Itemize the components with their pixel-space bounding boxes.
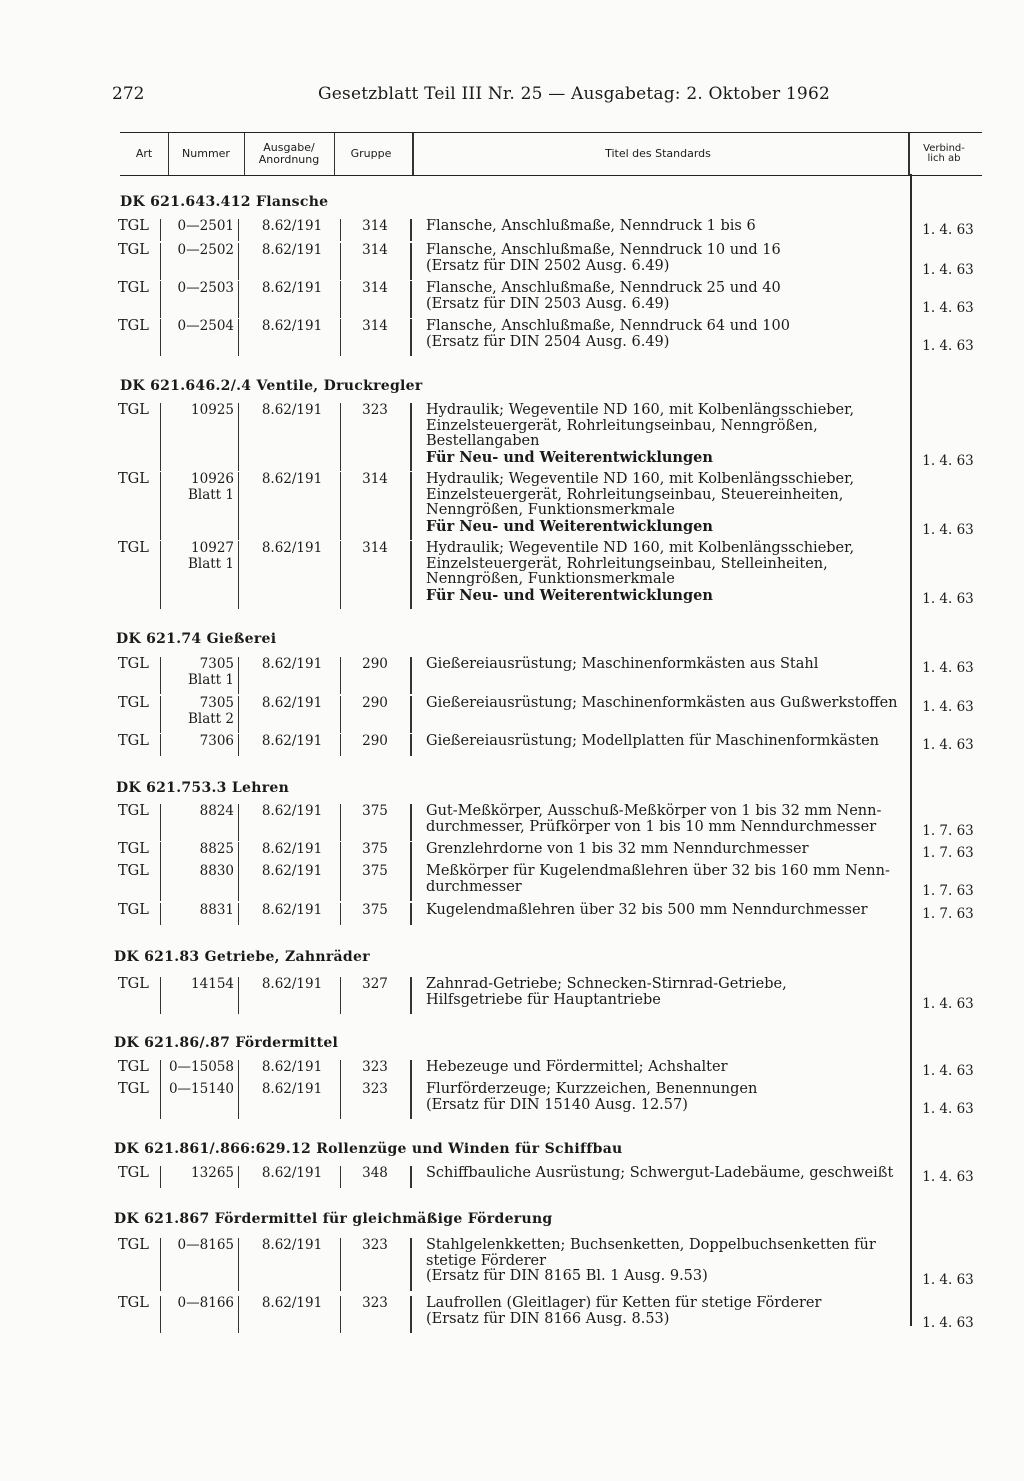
row-column-rule <box>160 243 161 280</box>
titel-line: Hydraulik; Wegeventile ND 160, mit Kolbenlängsschieber, <box>426 540 855 556</box>
cell-titel <box>426 1296 906 1327</box>
cell-gruppe: 290 <box>362 656 388 672</box>
row-column-rule <box>160 734 161 756</box>
cell-art: TGL <box>118 863 149 879</box>
cell-titel <box>426 403 906 465</box>
row-column-rule <box>410 903 412 925</box>
row-column-rule <box>160 1166 161 1188</box>
row-column-rule <box>238 219 239 241</box>
titel-line: (Ersatz für DIN 2503 Ausg. 6.49) <box>426 295 670 312</box>
column-header-gruppe: Gruppe <box>350 147 392 160</box>
cell-gruppe: 375 <box>362 863 388 879</box>
cell-nummer <box>164 472 234 503</box>
cell-gruppe: 348 <box>362 1165 388 1181</box>
row-column-rule <box>340 1060 341 1082</box>
cell-nummer <box>164 1166 234 1182</box>
nummer-line: 0—2503 <box>177 280 234 296</box>
row-column-rule <box>238 541 239 609</box>
page-header <box>112 84 982 110</box>
row-column-rule <box>410 219 412 241</box>
titel-line: Meßkörper für Kugelendmaßlehren über 32 bis 160 mm Nenn- <box>426 863 890 879</box>
row-column-rule <box>410 281 412 318</box>
titel-line: Nenngrößen, Funktionsmerkmale <box>426 571 675 588</box>
cell-art: TGL <box>118 733 149 749</box>
titel-line: Einzelsteuergerät, Rohrleitungseinbau, Nenngrößen, <box>426 417 818 434</box>
row-column-rule <box>410 472 412 540</box>
row-column-rule <box>340 1082 341 1119</box>
group-heading: DK 621.861/.866:629.12 Rollenzüge und Winden für Schiffbau <box>114 1141 623 1157</box>
cell-art: TGL <box>118 540 149 556</box>
cell-ausgabe: 8.62/191 <box>261 841 323 857</box>
titel-line: Kugelendmaßlehren über 32 bis 500 mm Nenndurchmesser <box>426 902 868 918</box>
row-column-rule <box>160 842 161 864</box>
nummer-line: 7305 <box>199 695 234 711</box>
titel-line: Gut-Meßkörper, Ausschuß-Meßkörper von 1 bis 32 mm Nenn- <box>426 803 882 819</box>
titel-line: Hebezeuge und Fördermittel; Achshalter <box>426 1059 728 1075</box>
cell-verbindlich: 1. 4. 63 <box>922 1314 974 1331</box>
titel-line: Flansche, Anschlußmaße, Nenndruck 1 bis 6 <box>426 218 756 234</box>
titel-line: Flansche, Anschlußmaße, Nenndruck 10 und 16 <box>426 242 781 258</box>
cell-verbindlich: 1. 4. 63 <box>922 1100 974 1117</box>
cell-nummer <box>164 281 234 297</box>
column-header-nummer: Nummer <box>182 147 230 160</box>
titel-line: Flurförderzeuge; Kurzzeichen, Benennungen <box>426 1081 758 1097</box>
page-number: 272 <box>112 84 145 104</box>
cell-ausgabe: 8.62/191 <box>261 402 323 418</box>
titel-line: Gießereiausrüstung; Modellplatten für Maschinenformkästen <box>426 733 880 749</box>
cell-gruppe: 323 <box>362 402 388 418</box>
row-column-rule <box>238 281 239 318</box>
cell-nummer <box>164 1296 234 1312</box>
cell-nummer <box>164 903 234 919</box>
cell-titel <box>426 1082 906 1113</box>
cell-verbindlich: 1. 7. 63 <box>922 906 974 922</box>
cell-gruppe: 375 <box>362 803 388 819</box>
column-header-verbindlich-line1: Verbind- <box>923 143 965 154</box>
cell-gruppe: 323 <box>362 1237 388 1253</box>
row-column-rule <box>410 541 412 609</box>
group-heading: DK 621.83 Getriebe, Zahnräder <box>114 949 370 965</box>
cell-gruppe: 314 <box>362 318 388 334</box>
row-column-rule <box>340 734 341 756</box>
row-column-rule <box>160 977 161 1014</box>
column-header-art: Art <box>135 147 153 160</box>
titel-line: Stahlgelenkketten; Buchsenketten, Doppelbuchsenketten für <box>426 1237 876 1253</box>
cell-nummer <box>164 1082 234 1098</box>
cell-ausgabe: 8.62/191 <box>261 280 323 296</box>
group-heading: DK 621.86/.87 Fördermittel <box>114 1035 339 1051</box>
row-column-rule <box>410 403 412 471</box>
cell-art: TGL <box>118 402 149 418</box>
row-column-rule <box>160 657 161 694</box>
group-heading: DK 621.753.3 Lehren <box>116 780 290 796</box>
cell-titel <box>426 842 906 858</box>
cell-titel <box>426 734 906 750</box>
group-heading: DK 621.867 Fördermittel für gleichmäßige Förderung <box>114 1211 553 1227</box>
row-column-rule <box>410 864 412 901</box>
cell-verbindlich: 1. 4. 63 <box>922 699 974 715</box>
cell-ausgabe: 8.62/191 <box>261 656 323 672</box>
row-column-rule <box>340 541 341 609</box>
cell-titel <box>426 1060 906 1076</box>
row-column-rule <box>160 1082 161 1119</box>
row-column-rule <box>160 1296 161 1333</box>
titel-line: Gießereiausrüstung; Maschinenformkästen aus Stahl <box>426 656 819 672</box>
cell-verbindlich: 1. 4. 63 <box>922 222 974 238</box>
column-header-verbindlich <box>906 133 982 175</box>
titel-line: (Ersatz für DIN 2502 Ausg. 6.49) <box>426 257 670 274</box>
nummer-line: 0—15058 <box>168 1059 234 1075</box>
group-heading: DK 621.646.2/.4 Ventile, Druckregler <box>120 378 423 394</box>
column-header-verbindlich-line2: lich ab <box>927 153 961 164</box>
column-header-ausgabe <box>244 133 334 175</box>
row-column-rule <box>160 219 161 241</box>
row-column-rule <box>160 1238 161 1291</box>
nummer-line: Blatt 1 <box>187 671 234 688</box>
cell-verbindlich: 1. 4. 63 <box>922 261 974 278</box>
cell-ausgabe: 8.62/191 <box>261 1059 323 1075</box>
row-column-rule <box>340 319 341 356</box>
row-column-rule <box>160 472 161 540</box>
row-column-rule <box>160 903 161 925</box>
titel-line: Einzelsteuergerät, Rohrleitungseinbau, Stelleinheiten, <box>426 555 828 572</box>
cell-verbindlich: 1. 4. 63 <box>922 737 974 753</box>
cell-art: TGL <box>118 976 149 992</box>
titel-note: Für Neu- und Weiterentwicklungen <box>426 517 713 535</box>
cell-gruppe: 327 <box>362 976 388 992</box>
cell-nummer <box>164 657 234 688</box>
row-column-rule <box>238 864 239 901</box>
row-column-rule <box>238 243 239 280</box>
cell-art: TGL <box>118 1237 149 1253</box>
cell-nummer <box>164 696 234 727</box>
cell-ausgabe: 8.62/191 <box>261 471 323 487</box>
cell-ausgabe: 8.62/191 <box>261 218 323 234</box>
cell-gruppe: 290 <box>362 733 388 749</box>
row-column-rule <box>410 804 412 841</box>
cell-gruppe: 323 <box>362 1059 388 1075</box>
titel-line: (Ersatz für DIN 8166 Ausg. 8.53) <box>426 1310 670 1327</box>
cell-nummer <box>164 1238 234 1254</box>
row-column-rule <box>340 842 341 864</box>
cell-verbindlich: 1. 7. 63 <box>922 845 974 861</box>
cell-verbindlich: 1. 7. 63 <box>922 882 974 899</box>
cell-gruppe: 314 <box>362 471 388 487</box>
row-column-rule <box>238 657 239 694</box>
row-column-rule <box>340 243 341 280</box>
cell-titel <box>426 1238 906 1285</box>
nummer-line: 10927 <box>191 540 234 556</box>
titel-line: Bestellangaben <box>426 433 540 450</box>
table-header <box>120 132 982 176</box>
titel-line: stetige Förderer <box>426 1252 547 1269</box>
row-column-rule <box>410 842 412 864</box>
cell-titel <box>426 541 906 603</box>
nummer-line: 0—8166 <box>177 1295 234 1311</box>
cell-verbindlich: 1. 4. 63 <box>922 337 974 354</box>
cell-art: TGL <box>118 803 149 819</box>
cell-ausgabe: 8.62/191 <box>261 803 323 819</box>
row-column-rule <box>238 1060 239 1082</box>
row-column-rule <box>160 864 161 901</box>
row-column-rule <box>410 243 412 280</box>
nummer-line: 0—2501 <box>177 218 234 234</box>
cell-titel <box>426 903 906 919</box>
cell-gruppe: 314 <box>362 280 388 296</box>
cell-art: TGL <box>118 318 149 334</box>
cell-gruppe: 323 <box>362 1081 388 1097</box>
nummer-line: 10926 <box>191 471 234 487</box>
nummer-line: 0—15140 <box>168 1081 234 1097</box>
row-column-rule <box>238 903 239 925</box>
cell-verbindlich: 1. 4. 63 <box>922 1169 974 1185</box>
row-column-rule <box>238 1238 239 1291</box>
cell-gruppe: 290 <box>362 695 388 711</box>
cell-titel <box>426 472 906 534</box>
row-column-rule <box>340 1166 341 1188</box>
cell-nummer <box>164 842 234 858</box>
cell-art: TGL <box>118 695 149 711</box>
row-column-rule <box>238 403 239 471</box>
row-column-rule <box>410 1060 412 1082</box>
cell-gruppe: 314 <box>362 218 388 234</box>
titel-line: Flansche, Anschlußmaße, Nenndruck 25 und 40 <box>426 280 781 296</box>
titel-line: durchmesser, Prüfkörper von 1 bis 10 mm Nenndurchmesser <box>426 818 877 835</box>
titel-line: Hydraulik; Wegeventile ND 160, mit Kolbenlängsschieber, <box>426 402 855 418</box>
row-column-rule <box>238 804 239 841</box>
nummer-line: 7305 <box>199 656 234 672</box>
cell-ausgabe: 8.62/191 <box>261 540 323 556</box>
row-column-rule <box>160 319 161 356</box>
nummer-line: 14154 <box>191 976 234 992</box>
cell-titel <box>426 696 906 712</box>
row-column-rule <box>238 1296 239 1333</box>
cell-art: TGL <box>118 1059 149 1075</box>
row-column-rule <box>340 219 341 241</box>
row-column-rule <box>410 977 412 1014</box>
row-column-rule <box>340 864 341 901</box>
titel-line: Laufrollen (Gleitlager) für Ketten für stetige Förderer <box>426 1295 822 1311</box>
row-column-rule <box>410 1166 412 1188</box>
row-column-rule <box>238 977 239 1014</box>
cell-titel <box>426 657 906 673</box>
cell-ausgabe: 8.62/191 <box>261 1237 323 1253</box>
cell-verbindlich: 1. 4. 63 <box>922 590 974 607</box>
group-heading: DK 621.643.412 Flansche <box>120 194 329 210</box>
nummer-line: 13265 <box>191 1165 234 1181</box>
cell-titel <box>426 1166 906 1182</box>
cell-titel <box>426 864 906 895</box>
column-header-ausgabe-line1: Ausgabe/ <box>263 141 315 154</box>
cell-verbindlich: 1. 4. 63 <box>922 299 974 316</box>
nummer-line: 0—2504 <box>177 318 234 334</box>
row-column-rule <box>340 281 341 318</box>
cell-gruppe: 323 <box>362 1295 388 1311</box>
row-column-rule <box>238 472 239 540</box>
row-column-rule <box>410 1296 412 1333</box>
titel-line: Nenngrößen, Funktionsmerkmale <box>426 502 675 519</box>
cell-art: TGL <box>118 656 149 672</box>
cell-gruppe: 375 <box>362 841 388 857</box>
titel-line: Schiffbauliche Ausrüstung; Schwergut-Ladebäume, geschweißt <box>426 1165 894 1181</box>
row-column-rule <box>340 1238 341 1291</box>
cell-titel <box>426 219 906 235</box>
cell-verbindlich: 1. 4. 63 <box>922 1063 974 1079</box>
cell-titel <box>426 319 906 350</box>
cell-ausgabe: 8.62/191 <box>261 242 323 258</box>
cell-verbindlich: 1. 4. 63 <box>922 995 974 1012</box>
row-column-rule <box>410 1082 412 1119</box>
cell-art: TGL <box>118 242 149 258</box>
cell-nummer <box>164 864 234 880</box>
cell-ausgabe: 8.62/191 <box>261 318 323 334</box>
cell-ausgabe: 8.62/191 <box>261 976 323 992</box>
cell-nummer <box>164 319 234 335</box>
cell-ausgabe: 8.62/191 <box>261 863 323 879</box>
cell-ausgabe: 8.62/191 <box>261 1295 323 1311</box>
titel-line: Zahnrad-Getriebe; Schnecken-Stirnrad-Getriebe, <box>426 976 787 992</box>
column-header-titel: Titel des Standards <box>605 147 711 160</box>
titel-line: durchmesser <box>426 878 522 895</box>
titel-line: Flansche, Anschlußmaße, Nenndruck 64 und 100 <box>426 318 790 334</box>
titel-line: Gießereiausrüstung; Maschinenformkästen aus Gußwerkstoffen <box>426 695 898 711</box>
row-column-rule <box>238 734 239 756</box>
row-column-rule <box>410 1238 412 1291</box>
cell-ausgabe: 8.62/191 <box>261 902 323 918</box>
column-header-ausgabe-line2: Anordnung <box>258 153 320 166</box>
running-title: Gesetzblatt Teil III Nr. 25 — Ausgabetag: 2. Oktober 1962 <box>318 84 830 104</box>
cell-art: TGL <box>118 841 149 857</box>
row-column-rule <box>410 657 412 694</box>
cell-verbindlich: 1. 4. 63 <box>922 660 974 676</box>
row-column-rule <box>160 281 161 318</box>
nummer-line: Blatt 1 <box>187 555 234 572</box>
cell-art: TGL <box>118 280 149 296</box>
cell-nummer <box>164 219 234 235</box>
nummer-line: 10925 <box>191 402 234 418</box>
titel-note: Für Neu- und Weiterentwicklungen <box>426 586 713 604</box>
cell-nummer <box>164 403 234 419</box>
row-column-rule <box>340 903 341 925</box>
cell-titel <box>426 977 906 1008</box>
cell-ausgabe: 8.62/191 <box>261 1081 323 1097</box>
cell-art: TGL <box>118 902 149 918</box>
cell-nummer <box>164 541 234 572</box>
titel-line: Einzelsteuergerät, Rohrleitungseinbau, Steuereinheiten, <box>426 486 844 503</box>
cell-ausgabe: 8.62/191 <box>261 733 323 749</box>
row-column-rule <box>160 804 161 841</box>
cell-nummer <box>164 804 234 820</box>
nummer-line: 0—8165 <box>177 1237 234 1253</box>
titel-note: Für Neu- und Weiterentwicklungen <box>426 448 713 466</box>
row-column-rule <box>160 541 161 609</box>
titel-line: Grenzlehrdorne von 1 bis 32 mm Nenndurchmesser <box>426 841 809 857</box>
cell-nummer <box>164 1060 234 1076</box>
cell-art: TGL <box>118 218 149 234</box>
cell-art: TGL <box>118 1165 149 1181</box>
nummer-line: 8830 <box>199 863 234 879</box>
cell-titel <box>426 281 906 312</box>
cell-art: TGL <box>118 471 149 487</box>
cell-ausgabe: 8.62/191 <box>261 1165 323 1181</box>
nummer-line: Blatt 1 <box>187 486 234 503</box>
row-column-rule <box>238 319 239 356</box>
cell-verbindlich: 1. 4. 63 <box>922 452 974 469</box>
cell-ausgabe: 8.62/191 <box>261 695 323 711</box>
row-column-rule <box>340 403 341 471</box>
cell-nummer <box>164 734 234 750</box>
row-column-rule <box>340 696 341 733</box>
nummer-line: 7306 <box>199 733 234 749</box>
row-column-rule <box>410 734 412 756</box>
cell-gruppe: 314 <box>362 242 388 258</box>
cell-gruppe: 314 <box>362 540 388 556</box>
row-column-rule <box>340 472 341 540</box>
row-column-rule <box>160 1060 161 1082</box>
cell-art: TGL <box>118 1081 149 1097</box>
nummer-line: 0—2502 <box>177 242 234 258</box>
nummer-line: 8831 <box>199 902 234 918</box>
cell-verbindlich: 1. 4. 63 <box>922 521 974 538</box>
titel-line: (Ersatz für DIN 15140 Ausg. 12.57) <box>426 1096 688 1113</box>
row-column-rule <box>340 657 341 694</box>
titel-line: (Ersatz für DIN 2504 Ausg. 6.49) <box>426 333 670 350</box>
cell-verbindlich: 1. 4. 63 <box>922 1272 974 1289</box>
row-column-rule <box>238 1166 239 1188</box>
nummer-line: Blatt 2 <box>187 710 234 727</box>
nummer-line: 8824 <box>199 803 234 819</box>
cell-art: TGL <box>118 1295 149 1311</box>
row-column-rule <box>340 977 341 1014</box>
cell-nummer <box>164 977 234 993</box>
cell-titel <box>426 243 906 274</box>
group-heading: DK 621.74 Gießerei <box>116 631 277 647</box>
row-column-rule <box>238 1082 239 1119</box>
titel-line: Hilfsgetriebe für Hauptantriebe <box>426 991 661 1008</box>
titel-line: Hydraulik; Wegeventile ND 160, mit Kolbenlängsschieber, <box>426 471 855 487</box>
row-column-rule <box>340 804 341 841</box>
cell-titel <box>426 804 906 835</box>
titel-line: (Ersatz für DIN 8165 Bl. 1 Ausg. 9.53) <box>426 1268 708 1285</box>
row-column-rule <box>410 319 412 356</box>
row-column-rule <box>160 403 161 471</box>
cell-verbindlich: 1. 7. 63 <box>922 822 974 839</box>
row-column-rule <box>160 696 161 733</box>
cell-nummer <box>164 243 234 259</box>
row-column-rule <box>340 1296 341 1333</box>
nummer-line: 8825 <box>199 841 234 857</box>
cell-gruppe: 375 <box>362 902 388 918</box>
row-column-rule <box>238 696 239 733</box>
row-column-rule <box>410 696 412 733</box>
row-column-rule <box>238 842 239 864</box>
